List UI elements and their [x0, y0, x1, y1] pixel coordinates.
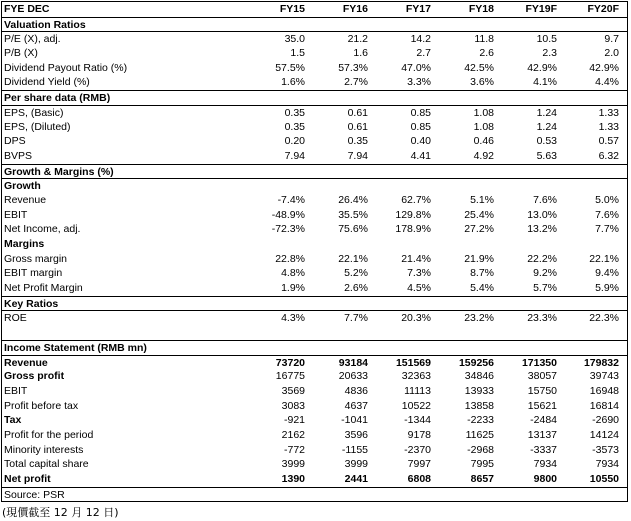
- row-label: ROE: [4, 312, 27, 325]
- row-value: 151569: [395, 356, 431, 369]
- row-value: 0.20: [284, 135, 305, 148]
- row-label: EPS, (Basic): [4, 106, 64, 119]
- year-header: FY17: [405, 3, 431, 15]
- source-label: Source: PSR: [4, 488, 65, 501]
- row-value: 7.7%: [595, 223, 619, 236]
- row-value: 0.53: [536, 135, 557, 148]
- row-value: 3.3%: [407, 76, 431, 89]
- row-value: 22.1%: [338, 252, 368, 265]
- row-value: 0.35: [284, 106, 305, 119]
- source-row: [2, 487, 627, 502]
- row-value: 4.4%: [595, 76, 619, 89]
- table-row: [2, 105, 627, 120]
- row-value: 35.0: [284, 33, 305, 46]
- row-value: -3573: [592, 443, 619, 456]
- price-date-note: (現價截至 12 月 12 日): [2, 506, 119, 519]
- row-value: -1041: [341, 414, 368, 427]
- row-value: 3596: [344, 428, 368, 441]
- row-value: 0.85: [410, 106, 431, 119]
- table-row: [2, 193, 627, 208]
- row-value: 178.9%: [395, 223, 431, 236]
- row-value: 2.6: [479, 47, 494, 60]
- row-label: Net profit: [4, 473, 51, 485]
- row-value: -2690: [592, 414, 619, 427]
- row-value: 13137: [527, 428, 557, 441]
- row-value: 34846: [464, 370, 494, 383]
- row-value: 21.9%: [464, 252, 494, 265]
- row-value: 5.1%: [470, 193, 494, 206]
- row-value: 2441: [344, 473, 368, 485]
- row-value: 13.2%: [527, 223, 557, 236]
- row-label: P/B (X): [4, 47, 38, 60]
- row-value: 171350: [521, 356, 557, 369]
- table-row: [2, 149, 627, 164]
- row-value: 9.7: [604, 33, 619, 46]
- row-value: 4836: [344, 384, 368, 397]
- row-value: 5.2%: [344, 267, 368, 280]
- row-value: 4.1%: [533, 76, 557, 89]
- row-value: 2.6%: [344, 282, 368, 295]
- table-row: [2, 208, 627, 223]
- row-value: 93184: [338, 356, 368, 369]
- row-value: 9800: [533, 473, 557, 485]
- subsection-header: [2, 237, 627, 252]
- row-value: -7.4%: [277, 193, 305, 206]
- table-row: [2, 355, 627, 370]
- row-value: 7997: [407, 458, 431, 471]
- row-label: EBIT margin: [4, 267, 63, 280]
- row-value: 62.7%: [401, 193, 431, 206]
- table-row: [2, 310, 627, 325]
- row-value: 7.7%: [344, 312, 368, 325]
- row-label: Dividend Payout Ratio (%): [4, 61, 128, 74]
- row-value: 14124: [589, 428, 619, 441]
- row-value: -2484: [530, 414, 557, 427]
- row-label: Minority interests: [4, 443, 84, 456]
- row-value: 15621: [527, 399, 557, 412]
- table-row: [2, 266, 627, 281]
- row-value: 10550: [589, 473, 619, 485]
- row-label: P/E (X), adj.: [4, 33, 61, 46]
- margin-rows: [2, 252, 627, 296]
- table-row: [2, 413, 627, 428]
- row-value: 0.57: [598, 135, 619, 148]
- section-header: [2, 164, 627, 179]
- table-row: [2, 120, 627, 135]
- row-value: 22.2%: [527, 252, 557, 265]
- row-value: 4.3%: [281, 312, 305, 325]
- key-ratio-rows: [2, 310, 627, 325]
- row-value: 129.8%: [395, 208, 431, 221]
- row-value: 26.4%: [338, 193, 368, 206]
- row-value: 7934: [533, 458, 557, 471]
- row-value: 8.7%: [470, 267, 494, 280]
- row-value: 42.9%: [527, 61, 557, 74]
- row-value: -2968: [467, 443, 494, 456]
- row-value: 6808: [407, 473, 431, 485]
- row-value: 47.0%: [401, 61, 431, 74]
- row-value: 1.5: [290, 47, 305, 60]
- row-value: 32363: [401, 370, 431, 383]
- row-value: -1344: [404, 414, 431, 427]
- row-value: 0.85: [410, 120, 431, 133]
- year-header: FY20F: [587, 3, 619, 15]
- table-row: [2, 222, 627, 237]
- per-share-rows: [2, 105, 627, 164]
- row-value: 2162: [281, 428, 305, 441]
- section-title-key-ratios: Key Ratios: [4, 297, 59, 310]
- year-header: FY18: [468, 3, 494, 15]
- table-row: [2, 428, 627, 443]
- row-value: 7.3%: [407, 267, 431, 280]
- row-label: Gross profit: [4, 370, 65, 383]
- row-label: Profit for the period: [4, 428, 94, 441]
- row-value: 3999: [281, 458, 305, 471]
- table-row: [2, 31, 627, 46]
- row-value: 179832: [583, 356, 619, 369]
- table-row: [2, 443, 627, 458]
- row-value: 7.6%: [595, 208, 619, 221]
- section-header: [2, 296, 627, 311]
- row-label: Net Profit Margin: [4, 282, 83, 295]
- row-value: -3337: [530, 443, 557, 456]
- row-value: 38057: [527, 370, 557, 383]
- row-value: 57.3%: [338, 61, 368, 74]
- row-value: 7934: [595, 458, 619, 471]
- row-value: 13933: [464, 384, 494, 397]
- row-value: 5.4%: [470, 282, 494, 295]
- row-value: 5.63: [536, 149, 557, 162]
- row-value: -921: [283, 414, 305, 427]
- section-title-per-share: Per share data (RMB): [4, 92, 111, 105]
- row-value: 5.7%: [533, 282, 557, 295]
- table-row: [2, 252, 627, 267]
- table-row: [2, 281, 627, 296]
- growth-rows: [2, 193, 627, 237]
- year-header: FY16: [342, 3, 368, 15]
- row-label: Revenue: [4, 356, 48, 369]
- valuation-rows: [2, 31, 627, 90]
- row-value: 20633: [338, 370, 368, 383]
- row-value: 8657: [470, 473, 494, 485]
- row-value: 14.2: [410, 33, 431, 46]
- row-value: 0.61: [347, 106, 368, 119]
- row-value: 20.3%: [401, 312, 431, 325]
- row-value: 15750: [527, 384, 557, 397]
- row-value: 25.4%: [464, 208, 494, 221]
- row-value: 16814: [589, 399, 619, 412]
- row-value: 4.41: [410, 149, 431, 162]
- row-value: 4637: [344, 399, 368, 412]
- row-value: 3999: [344, 458, 368, 471]
- row-value: 9178: [407, 428, 431, 441]
- row-value: 2.7%: [344, 76, 368, 89]
- row-value: 2.0: [604, 47, 619, 60]
- row-value: 0.35: [284, 120, 305, 133]
- row-label: Net Income, adj.: [4, 223, 81, 236]
- row-value: 35.5%: [338, 208, 368, 221]
- row-value: 13858: [464, 399, 494, 412]
- row-value: 9.2%: [533, 267, 557, 280]
- table-row: [2, 46, 627, 61]
- section-header: [2, 17, 627, 32]
- year-header: FY15: [279, 3, 305, 15]
- row-value: 3569: [281, 384, 305, 397]
- row-value: 11113: [404, 384, 431, 397]
- row-value: 5.9%: [595, 282, 619, 295]
- row-value: 159256: [458, 356, 494, 369]
- row-value: 11625: [465, 428, 494, 441]
- row-label: Profit before tax: [4, 399, 79, 412]
- row-value: 57.5%: [275, 61, 305, 74]
- row-value: 7.6%: [533, 193, 557, 206]
- income-rows: [2, 355, 627, 487]
- row-value: 4.5%: [407, 282, 431, 295]
- row-label: EBIT: [4, 208, 28, 221]
- row-value: 27.2%: [464, 223, 494, 236]
- row-value: 1.9%: [281, 282, 305, 295]
- row-value: 1.24: [536, 120, 557, 133]
- row-value: 42.5%: [464, 61, 494, 74]
- row-value: 1.33: [598, 120, 619, 133]
- row-value: 21.4%: [401, 252, 431, 265]
- row-value: 73720: [275, 356, 305, 369]
- row-value: 13.0%: [527, 208, 557, 221]
- row-value: 5.0%: [595, 193, 619, 206]
- table-row: [2, 384, 627, 399]
- row-label: DPS: [4, 135, 26, 148]
- year-header: FY19F: [525, 3, 557, 15]
- row-label: Gross margin: [4, 252, 68, 265]
- row-value: 2.3: [542, 47, 557, 60]
- row-value: 7.94: [284, 149, 305, 162]
- row-value: 9.4%: [595, 267, 619, 280]
- financial-table: [1, 1, 628, 502]
- row-value: 1.24: [536, 106, 557, 119]
- row-value: 22.8%: [275, 252, 305, 265]
- row-value: 0.61: [347, 120, 368, 133]
- row-label: Revenue: [4, 193, 47, 206]
- table-row: [2, 457, 627, 472]
- fye-label: FYE DEC: [4, 3, 50, 15]
- row-value: 23.3%: [527, 312, 557, 325]
- row-value: 23.2%: [464, 312, 494, 325]
- row-value: -2233: [467, 414, 494, 427]
- row-value: 22.3%: [589, 312, 619, 325]
- row-value: 4.8%: [281, 267, 305, 280]
- row-value: 11.8: [474, 33, 494, 46]
- section-title-valuation: Valuation Ratios: [4, 18, 86, 31]
- row-value: 10522: [401, 399, 431, 412]
- subsection-title-margins: Margins: [4, 238, 45, 250]
- table-row: [2, 399, 627, 414]
- subsection-header: [2, 178, 627, 193]
- table-row: [2, 134, 627, 149]
- row-label: Dividend Yield (%): [4, 76, 90, 89]
- row-value: 42.9%: [589, 61, 619, 74]
- section-title-income: Income Statement (RMB mn): [4, 341, 147, 354]
- row-value: 0.40: [410, 135, 431, 148]
- row-value: 16775: [275, 370, 305, 383]
- row-value: 1.33: [598, 106, 619, 119]
- blank-row: [2, 325, 627, 340]
- row-value: -2370: [404, 443, 431, 456]
- row-value: 21.2: [347, 33, 368, 46]
- row-value: 75.6%: [338, 223, 368, 236]
- row-value: -772: [283, 443, 305, 456]
- row-value: 1.6: [353, 47, 368, 60]
- row-label: Tax: [4, 414, 22, 427]
- row-value: 7.94: [347, 149, 368, 162]
- row-value: 4.92: [473, 149, 494, 162]
- row-value: -72.3%: [271, 223, 305, 236]
- row-value: 0.35: [347, 135, 368, 148]
- table-row: [2, 75, 627, 90]
- row-value: 2.7: [416, 47, 431, 60]
- row-value: 6.32: [598, 149, 619, 162]
- row-value: 39743: [589, 370, 619, 383]
- row-value: 16948: [589, 384, 619, 397]
- table-row: [2, 472, 627, 487]
- header-row: [2, 2, 627, 17]
- row-value: 7995: [470, 458, 494, 471]
- row-value: 22.1%: [589, 252, 619, 265]
- table-row: [2, 369, 627, 384]
- row-label: EBIT: [4, 384, 28, 397]
- row-label: Total capital share: [4, 458, 89, 471]
- section-title-growth-margins: Growth & Margins (%): [4, 165, 114, 178]
- row-value: 1.08: [473, 120, 494, 133]
- row-label: EPS, (Diluted): [4, 120, 71, 133]
- section-header: [2, 340, 627, 355]
- row-value: 10.5: [536, 33, 557, 46]
- row-value: -1155: [341, 443, 368, 456]
- row-value: 0.46: [473, 135, 494, 148]
- section-header: [2, 90, 627, 105]
- row-value: 1.6%: [281, 76, 305, 89]
- row-value: 3083: [281, 399, 305, 412]
- row-label: BVPS: [4, 149, 33, 162]
- table-row: [2, 61, 627, 76]
- row-value: -48.9%: [271, 208, 305, 221]
- subsection-title-growth: Growth: [4, 180, 41, 193]
- row-value: 1.08: [473, 106, 494, 119]
- row-value: 1390: [281, 473, 305, 485]
- row-value: 3.6%: [470, 76, 494, 89]
